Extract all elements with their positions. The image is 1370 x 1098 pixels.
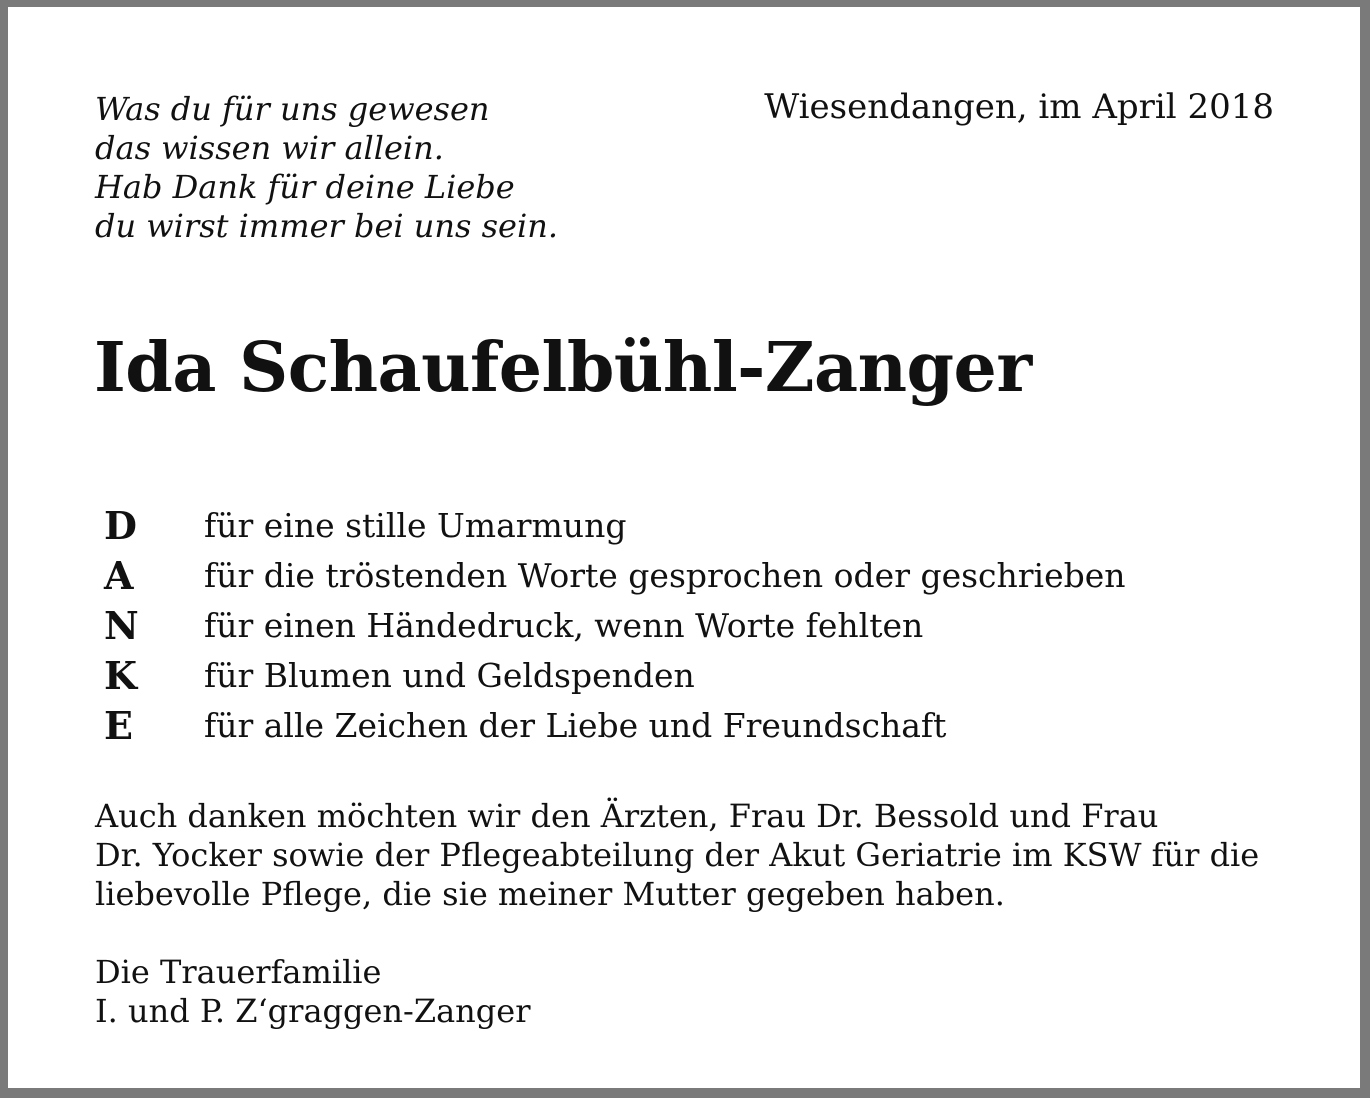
thanks-line: Auch danken möchten wir den Ärzten, Frau Dr. Bessold und Frau bbox=[95, 797, 1159, 835]
place-date: Wiesendangen, im April 2018 bbox=[764, 87, 1274, 127]
signature bbox=[95, 953, 530, 1031]
signature-line: Die Trauerfamilie bbox=[95, 953, 382, 991]
danke-letter: K bbox=[104, 653, 138, 698]
danke-row bbox=[104, 701, 1126, 751]
danke-letter: A bbox=[104, 553, 134, 598]
danke-row bbox=[104, 651, 1126, 701]
thanks-line: liebevolle Pflege, die sie meiner Mutter gegeben haben. bbox=[95, 875, 1005, 913]
danke-row bbox=[104, 501, 1126, 551]
danke-letter: E bbox=[104, 703, 133, 748]
danke-row bbox=[104, 551, 1126, 601]
danke-text: für Blumen und Geldspenden bbox=[204, 656, 695, 695]
deceased-name: Ida Schaufelbühl-Zanger bbox=[94, 328, 1032, 408]
danke-list bbox=[104, 501, 1126, 751]
poem-line: du wirst immer bei uns sein. bbox=[95, 207, 558, 245]
danke-text: für einen Händedruck, wenn Worte fehlten bbox=[204, 606, 924, 645]
thanks-line: Dr. Yocker sowie der Pflegeabteilung der Akut Geriatrie im KSW für die bbox=[95, 836, 1260, 874]
danke-letter: N bbox=[104, 603, 139, 648]
poem-line: Was du für uns gewesen bbox=[95, 90, 490, 128]
danke-text: für alle Zeichen der Liebe und Freundschaft bbox=[204, 706, 947, 745]
signature-line: I. und P. Z‘graggen-Zanger bbox=[95, 992, 531, 1030]
poem-line: Hab Dank für deine Liebe bbox=[95, 168, 515, 206]
thanks-paragraph bbox=[95, 797, 1259, 914]
danke-row bbox=[104, 601, 1126, 651]
memorial-poem bbox=[95, 90, 558, 246]
poem-line: das wissen wir allein. bbox=[95, 129, 444, 167]
death-notice-card bbox=[8, 7, 1360, 1088]
danke-text: für die tröstenden Worte gesprochen oder geschrieben bbox=[204, 556, 1126, 595]
danke-text: für eine stille Umarmung bbox=[204, 506, 627, 545]
danke-letter: D bbox=[104, 503, 137, 548]
